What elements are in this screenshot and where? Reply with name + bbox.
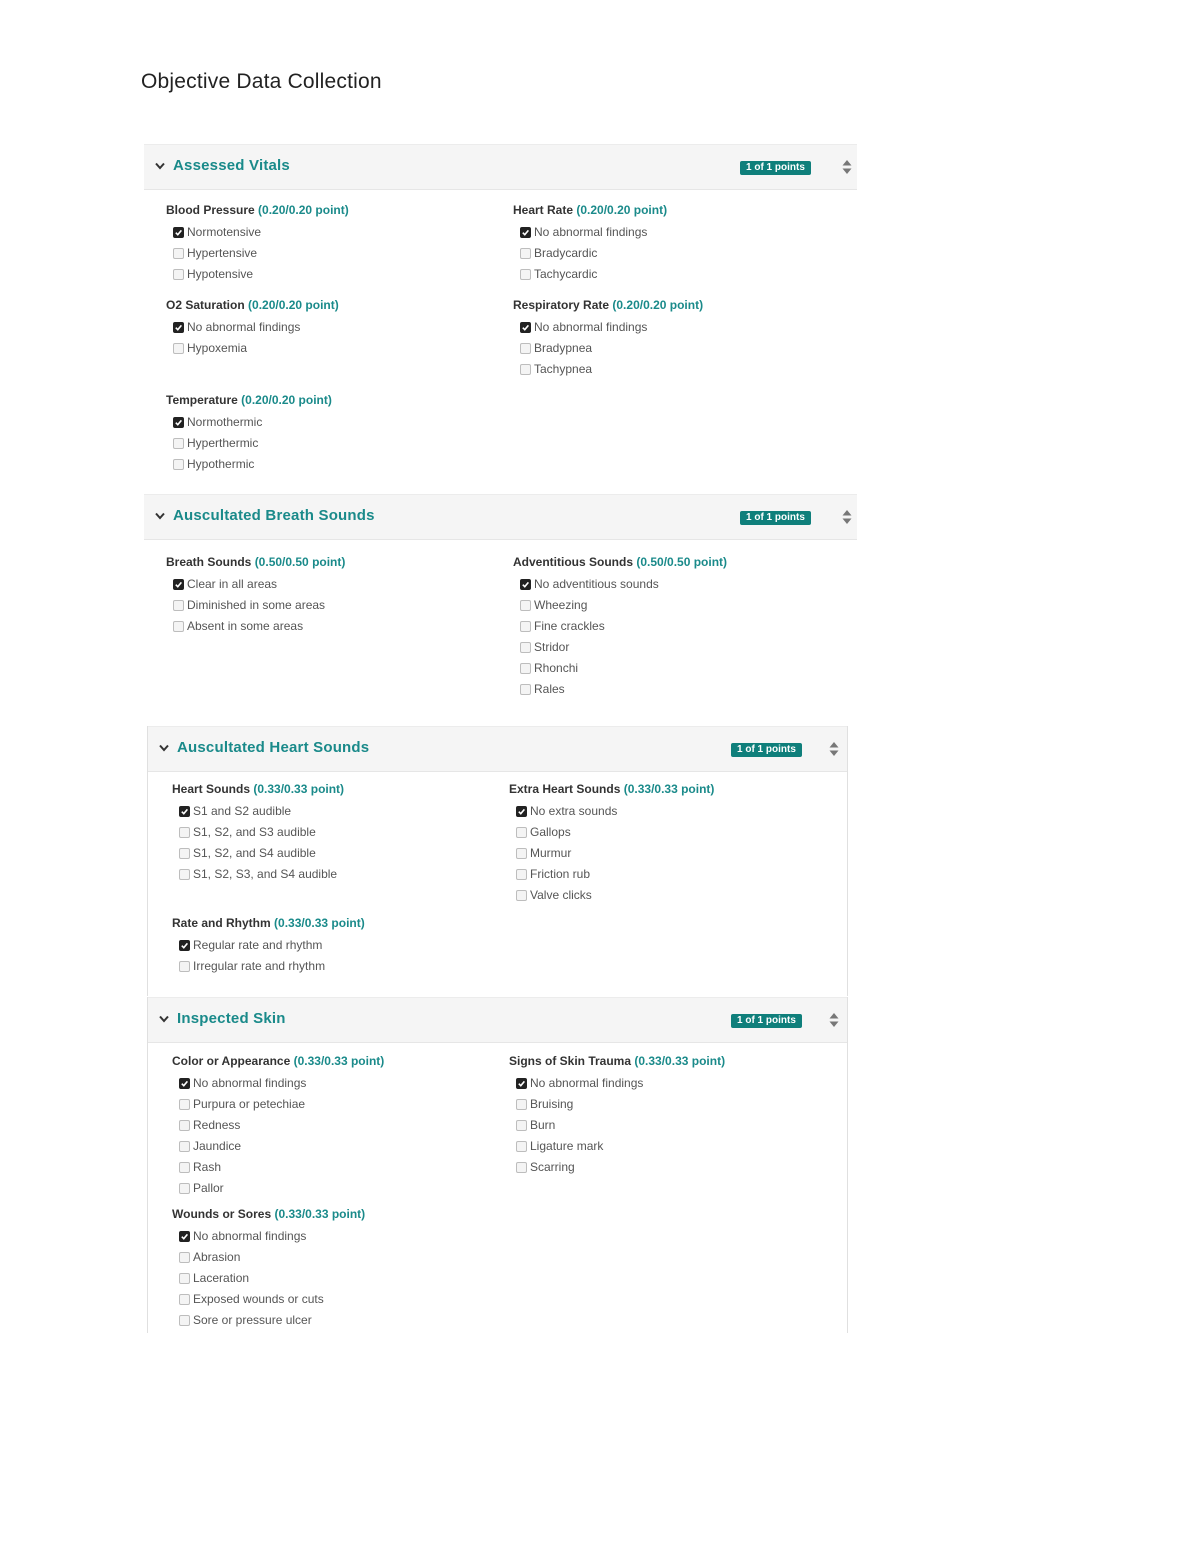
score-badge: 1 of 1 points xyxy=(740,161,811,175)
question-group xyxy=(172,915,365,977)
checkbox[interactable] xyxy=(520,621,531,632)
checkbox[interactable] xyxy=(173,459,184,470)
checkbox[interactable] xyxy=(179,848,190,859)
section-panel xyxy=(144,144,857,494)
checkbox[interactable] xyxy=(179,1120,190,1131)
checkbox-option[interactable] xyxy=(513,338,703,359)
question-label xyxy=(513,554,727,574)
checkbox[interactable] xyxy=(520,269,531,280)
option-label: Normothermic xyxy=(187,415,263,429)
score-badge: 1 of 1 points xyxy=(731,1014,802,1028)
checkbox-checked[interactable] xyxy=(179,1231,190,1242)
checkbox[interactable] xyxy=(520,364,531,375)
question-label xyxy=(166,202,349,222)
checkbox[interactable] xyxy=(179,1294,190,1305)
question-points: (0.33/0.33 point) xyxy=(274,916,365,930)
question-group xyxy=(172,1053,384,1199)
checkbox-option[interactable] xyxy=(166,454,332,475)
question-label xyxy=(166,297,339,317)
question-group xyxy=(513,202,667,285)
checkbox[interactable] xyxy=(179,1141,190,1152)
checkbox-option[interactable] xyxy=(172,843,344,864)
checkbox[interactable] xyxy=(516,890,527,901)
question-group xyxy=(172,781,344,885)
option-label: Clear in all areas xyxy=(187,577,278,591)
question-text: Temperature xyxy=(166,393,238,407)
question-points: (0.33/0.33 point) xyxy=(634,1054,726,1068)
checkbox-option[interactable] xyxy=(509,1157,725,1178)
checkbox-checked[interactable] xyxy=(179,806,190,817)
checkbox-option[interactable] xyxy=(509,843,714,864)
option-label: Fine crackles xyxy=(534,619,605,633)
chevron-down-icon[interactable] xyxy=(154,510,166,522)
question-group xyxy=(166,392,332,475)
question-text: Color or Appearance xyxy=(172,1054,291,1068)
option-label: Valve clicks xyxy=(530,888,592,902)
checkbox[interactable] xyxy=(179,1162,190,1173)
checkbox-option[interactable] xyxy=(513,243,667,264)
checkbox-option[interactable] xyxy=(513,616,727,637)
score-badge: 1 of 1 points xyxy=(740,511,811,525)
checkbox-option[interactable] xyxy=(166,412,332,433)
checkbox-option[interactable] xyxy=(172,1157,384,1178)
question-label xyxy=(172,915,365,935)
checkbox-option[interactable] xyxy=(166,595,345,616)
option-label: Normotensive xyxy=(187,225,262,239)
checkbox-option[interactable] xyxy=(172,822,344,843)
question-label xyxy=(513,297,703,317)
question-text: Heart Rate xyxy=(513,203,574,217)
checkbox-option[interactable] xyxy=(172,1226,365,1247)
option-label: Murmur xyxy=(530,846,572,860)
option-label: Hypoxemia xyxy=(187,341,248,355)
checkbox[interactable] xyxy=(520,684,531,695)
option-label: Friction rub xyxy=(530,867,591,881)
sort-icon[interactable] xyxy=(828,741,840,757)
option-label: S1, S2, and S3 audible xyxy=(193,825,316,839)
question-label xyxy=(172,781,344,801)
checkbox-checked[interactable] xyxy=(173,227,184,238)
checkbox-option[interactable] xyxy=(172,801,344,822)
checkbox-option[interactable] xyxy=(513,574,727,595)
option-label: Gallops xyxy=(530,825,571,839)
checkbox-option[interactable] xyxy=(166,616,345,637)
checkbox[interactable] xyxy=(173,600,184,611)
checkbox-option[interactable] xyxy=(509,1094,725,1115)
question-points: (0.33/0.33 point) xyxy=(274,1207,366,1221)
checkbox-option[interactable] xyxy=(172,1136,384,1157)
score-badge: 1 of 1 points xyxy=(731,743,802,757)
checkbox-option[interactable] xyxy=(513,595,727,616)
option-label: S1, S2, S3, and S4 audible xyxy=(193,867,338,881)
option-label: Sore or pressure ulcer xyxy=(193,1313,312,1327)
section-header[interactable] xyxy=(144,144,857,190)
option-label: Tachycardic xyxy=(534,267,598,281)
option-label: Rales xyxy=(534,682,565,696)
question-group xyxy=(509,1053,725,1178)
checkbox[interactable] xyxy=(516,1099,527,1110)
option-label: No abnormal findings xyxy=(193,1076,307,1090)
checkbox-option[interactable] xyxy=(172,1289,365,1310)
option-label: No adventitious sounds xyxy=(534,577,659,591)
question-points: (0.33/0.33 point) xyxy=(253,782,345,796)
checkbox[interactable] xyxy=(179,1252,190,1263)
option-label: Absent in some areas xyxy=(187,619,304,633)
section-panel xyxy=(144,494,857,726)
checkbox[interactable] xyxy=(516,869,527,880)
section-title: Auscultated Heart Sounds xyxy=(177,739,370,756)
checkbox[interactable] xyxy=(173,343,184,354)
page-title: Objective Data Collection xyxy=(141,70,382,93)
checkbox[interactable] xyxy=(516,1141,527,1152)
question-points: (0.20/0.20 point) xyxy=(576,203,668,217)
question-group xyxy=(166,554,345,637)
option-label: S1, S2, and S4 audible xyxy=(193,846,316,860)
checkbox[interactable] xyxy=(520,343,531,354)
chevron-down-icon[interactable] xyxy=(158,742,170,754)
option-label: No abnormal findings xyxy=(193,1229,307,1243)
checkbox[interactable] xyxy=(516,1162,527,1173)
checkbox-option[interactable] xyxy=(509,1136,725,1157)
checkbox[interactable] xyxy=(179,1099,190,1110)
checkbox-option[interactable] xyxy=(509,1073,725,1094)
question-label xyxy=(172,1053,384,1073)
checkbox-option[interactable] xyxy=(513,222,667,243)
checkbox[interactable] xyxy=(520,248,531,259)
question-text: Blood Pressure xyxy=(166,203,255,217)
option-label: Ligature mark xyxy=(530,1139,604,1153)
question-text: O2 Saturation xyxy=(166,298,245,312)
checkbox-option[interactable] xyxy=(166,317,339,338)
checkbox-option[interactable] xyxy=(172,935,365,956)
question-points: (0.33/0.33 point) xyxy=(293,1054,385,1068)
question-text: Extra Heart Sounds xyxy=(509,782,621,796)
option-label: Stridor xyxy=(534,640,570,654)
sort-icon[interactable] xyxy=(841,159,853,175)
question-text: Breath Sounds xyxy=(166,555,252,569)
question-label xyxy=(509,781,714,801)
sort-icon[interactable] xyxy=(841,509,853,525)
question-label xyxy=(509,1053,725,1073)
checkbox-option[interactable] xyxy=(513,679,727,700)
option-label: Hyperthermic xyxy=(187,436,259,450)
checkbox[interactable] xyxy=(516,1120,527,1131)
question-group xyxy=(513,297,703,380)
checkbox[interactable] xyxy=(173,621,184,632)
checkbox[interactable] xyxy=(179,961,190,972)
option-label: Scarring xyxy=(530,1160,575,1174)
section-title: Auscultated Breath Sounds xyxy=(173,507,375,524)
checkbox[interactable] xyxy=(173,248,184,259)
question-points: (0.20/0.20 point) xyxy=(258,203,349,217)
checkbox-option[interactable] xyxy=(513,658,727,679)
question-points: (0.20/0.20 point) xyxy=(241,393,332,407)
checkbox-option[interactable] xyxy=(172,864,344,885)
checkbox[interactable] xyxy=(179,1183,190,1194)
checkbox[interactable] xyxy=(520,642,531,653)
option-label: Rash xyxy=(193,1160,222,1174)
checkbox-option[interactable] xyxy=(166,243,349,264)
option-label: Pallor xyxy=(193,1181,224,1195)
question-text: Signs of Skin Trauma xyxy=(509,1054,632,1068)
checkbox-checked[interactable] xyxy=(516,806,527,817)
checkbox-option[interactable] xyxy=(172,1247,365,1268)
checkbox-option[interactable] xyxy=(513,359,703,380)
checkbox-option[interactable] xyxy=(166,574,345,595)
checkbox-option[interactable] xyxy=(172,1310,365,1331)
section-title: Inspected Skin xyxy=(177,1010,286,1027)
checkbox-option[interactable] xyxy=(513,317,703,338)
checkbox-option[interactable] xyxy=(166,222,349,243)
question-text: Heart Sounds xyxy=(172,782,251,796)
checkbox-checked[interactable] xyxy=(173,579,184,590)
question-points: (0.50/0.50 point) xyxy=(254,555,346,569)
question-points: (0.20/0.20 point) xyxy=(612,298,704,312)
option-label: No abnormal findings xyxy=(534,225,648,239)
checkbox-option[interactable] xyxy=(166,264,349,285)
option-label: S1 and S2 audible xyxy=(193,804,292,818)
option-label: Burn xyxy=(530,1118,556,1132)
option-label: Bruising xyxy=(530,1097,574,1111)
checkbox-checked[interactable] xyxy=(516,1078,527,1089)
option-label: Wheezing xyxy=(534,598,588,612)
checkbox-checked[interactable] xyxy=(179,1078,190,1089)
question-points: (0.50/0.50 point) xyxy=(636,555,728,569)
checkbox-option[interactable] xyxy=(166,338,339,359)
checkbox-option[interactable] xyxy=(166,433,332,454)
chevron-down-icon[interactable] xyxy=(154,160,166,172)
checkbox[interactable] xyxy=(173,438,184,449)
question-text: Respiratory Rate xyxy=(513,298,610,312)
option-label: Tachypnea xyxy=(534,362,593,376)
checkbox[interactable] xyxy=(179,869,190,880)
checkbox-option[interactable] xyxy=(172,1073,384,1094)
checkbox-option[interactable] xyxy=(509,864,714,885)
option-label: Bradypnea xyxy=(534,341,593,355)
question-text: Adventitious Sounds xyxy=(513,555,633,569)
checkbox-option[interactable] xyxy=(172,956,365,977)
question-points: (0.20/0.20 point) xyxy=(248,298,339,312)
question-group xyxy=(166,297,339,359)
checkbox-checked[interactable] xyxy=(179,940,190,951)
option-label: No abnormal findings xyxy=(530,1076,644,1090)
option-label: No abnormal findings xyxy=(534,320,648,334)
section-title: Assessed Vitals xyxy=(173,157,290,174)
question-label xyxy=(513,202,667,222)
checkbox-option[interactable] xyxy=(172,1094,384,1115)
checkbox-option[interactable] xyxy=(513,264,667,285)
checkbox-checked[interactable] xyxy=(173,417,184,428)
option-label: Bradycardic xyxy=(534,246,598,260)
checkbox[interactable] xyxy=(179,1315,190,1326)
option-label: Exposed wounds or cuts xyxy=(193,1292,324,1306)
checkbox[interactable] xyxy=(173,269,184,280)
checkbox[interactable] xyxy=(520,663,531,674)
question-points: (0.33/0.33 point) xyxy=(623,782,715,796)
option-label: Laceration xyxy=(193,1271,250,1285)
checkbox-option[interactable] xyxy=(509,801,714,822)
option-label: Hypertensive xyxy=(187,246,258,260)
option-label: No extra sounds xyxy=(530,804,618,818)
option-label: Rhonchi xyxy=(534,661,579,675)
question-group xyxy=(513,554,727,700)
question-text: Rate and Rhythm xyxy=(172,916,271,930)
question-label xyxy=(166,392,332,412)
option-label: Irregular rate and rhythm xyxy=(193,959,326,973)
question-text: Wounds or Sores xyxy=(172,1207,272,1221)
checkbox-option[interactable] xyxy=(172,1178,384,1199)
question-label xyxy=(172,1206,365,1226)
question-group xyxy=(509,781,714,906)
option-label: Hypotensive xyxy=(187,267,254,281)
question-group xyxy=(172,1206,365,1331)
checkbox[interactable] xyxy=(179,827,190,838)
section-panel xyxy=(147,997,848,1333)
checkbox[interactable] xyxy=(520,600,531,611)
checkbox-checked[interactable] xyxy=(520,227,531,238)
checkbox-checked[interactable] xyxy=(173,322,184,333)
option-label: Jaundice xyxy=(193,1139,242,1153)
checkbox-option[interactable] xyxy=(509,1115,725,1136)
section-header[interactable] xyxy=(148,726,847,772)
question-label xyxy=(166,554,345,574)
option-label: Diminished in some areas xyxy=(187,598,326,612)
checkbox-option[interactable] xyxy=(172,1115,384,1136)
option-label: Purpura or petechiae xyxy=(193,1097,306,1111)
option-label: Hypothermic xyxy=(187,457,255,471)
option-label: Redness xyxy=(193,1118,241,1132)
option-label: No abnormal findings xyxy=(187,320,301,334)
section-panel xyxy=(147,726,848,996)
checkbox-option[interactable] xyxy=(172,1268,365,1289)
sort-icon[interactable] xyxy=(828,1012,840,1028)
option-label: Regular rate and rhythm xyxy=(193,938,323,952)
checkbox-option[interactable] xyxy=(513,637,727,658)
checkbox[interactable] xyxy=(179,1273,190,1284)
section-header[interactable] xyxy=(144,494,857,540)
option-label: Abrasion xyxy=(193,1250,241,1264)
checkbox-checked[interactable] xyxy=(520,322,531,333)
checkbox-option[interactable] xyxy=(509,885,714,906)
checkbox-option[interactable] xyxy=(509,822,714,843)
question-group xyxy=(166,202,349,285)
checkbox[interactable] xyxy=(516,827,527,838)
checkbox[interactable] xyxy=(516,848,527,859)
section-header[interactable] xyxy=(148,997,847,1043)
checkbox-checked[interactable] xyxy=(520,579,531,590)
chevron-down-icon[interactable] xyxy=(158,1013,170,1025)
